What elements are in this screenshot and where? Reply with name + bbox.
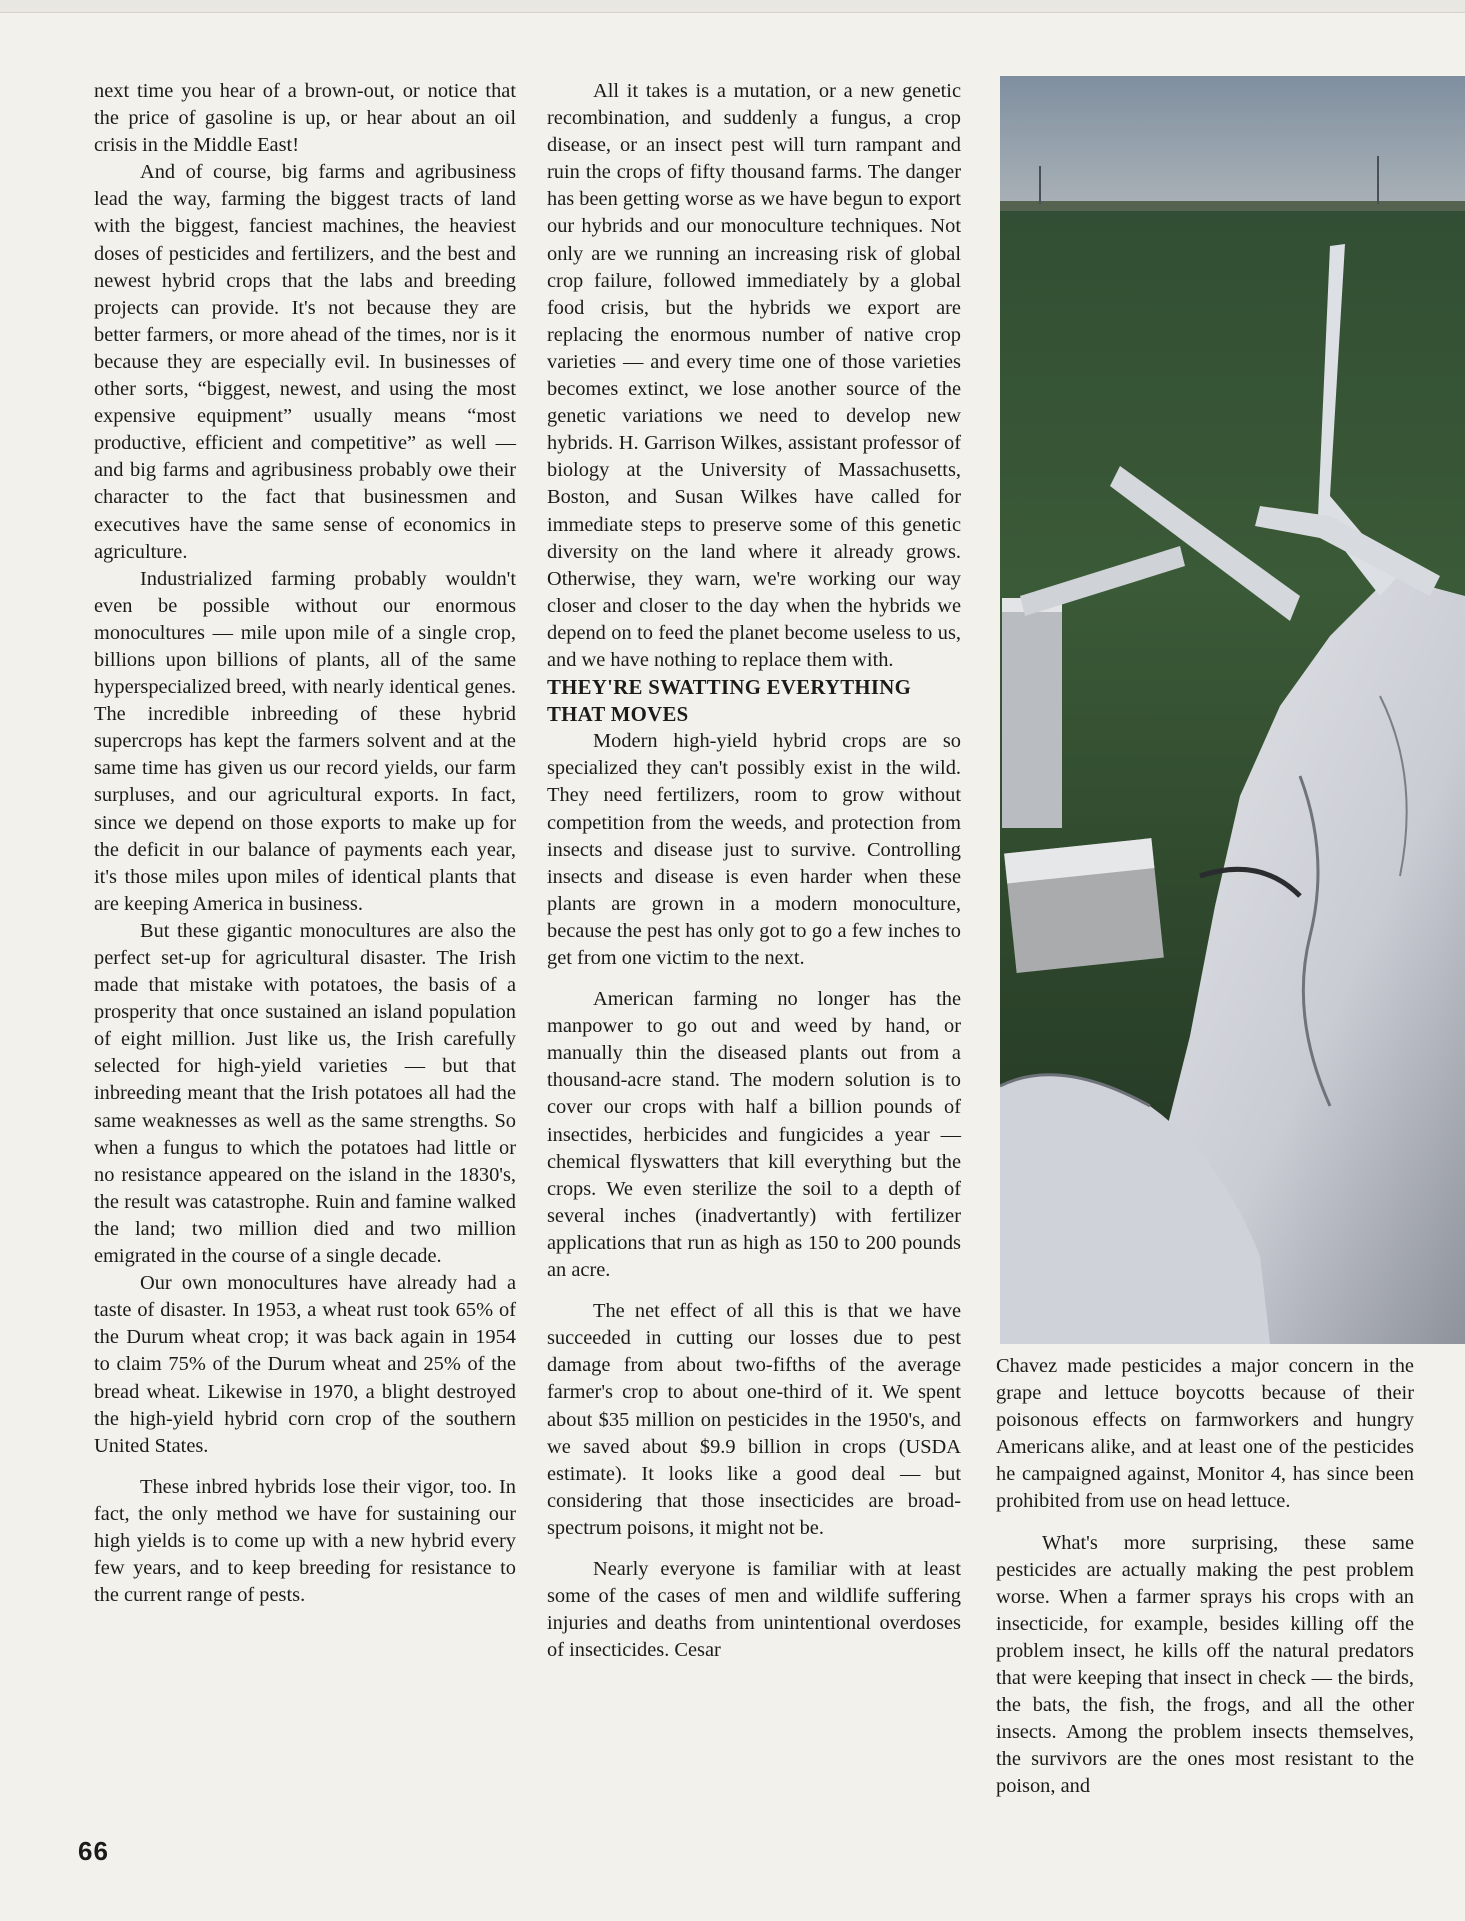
paragraph: What's more surprising, these same pesticides are actually making the pest problem worse. When a farmer sprays his crops with an insecticide, for example, besides killing off the problem insect, he kills off the natural predators that were keeping that insect in check — the birds, the bats, the fish, the frogs, and all the other insects. Among the problem insects themselves, the survivors are the ones most resistant to the poison, and <box>996 1531 1414 1798</box>
paragraph: But these gigantic monocultures are also the perfect set-up for agricultural disaster. The Irish made that mistake with potatoes, the basis of a prosperity that once sustained an island population of eight million. Just like us, the Irish carefully selected for high-yield varieties — but that inbreeding meant that the Irish potatoes all had the same weaknesses as well as the same strengths. So when a fungus to which the potatoes had little or no resistance appeared on the island in the 1830's, the result was catastrophe. Ruin and famine walked the land; two million died and two million emigrated in the course of a single decade. <box>94 919 516 1268</box>
paragraph: These inbred hybrids lose their vigor, too. In fact, the only method we have for sustaining our high yields is to come up with a new hybrid every few years, and to keep breeding for resistance to the current range of pests. <box>94 1475 516 1607</box>
paragraph: next time you hear of a brown-out, or notice that the price of gasoline is up, or hear about an oil crisis in the Middle East! <box>94 80 516 157</box>
article-column-1 <box>94 78 516 1609</box>
paragraph: Our own monocultures have already had a taste of disaster. In 1953, a wheat rust took 65% of the Durum wheat crop; it was back again in 1954 to claim 75% of the Durum wheat and 25% of the bread wheat. Likewise in 1970, a blight destroyed the high-yield hybrid corn crop of the southern United States. <box>94 1272 516 1457</box>
section-heading: THEY'RE SWATTING EVERYTHING THAT MOVES <box>547 676 912 727</box>
page-number: 66 <box>78 1836 109 1866</box>
top-edge <box>0 0 1465 13</box>
paragraph: The net effect of all this is that we have succeeded in cutting our losses due to pest damage from about two-fifths of the average farmer's crop to about one-third of it. We spent about $35 million on pesticides in the 1950's, and we saved about $9.9 billion in crops (USDA estimate). It looks like a good deal — but considering that those insecticides are broad-spectrum poisons, it might not be. <box>547 1300 961 1539</box>
paragraph: Nearly everyone is familiar with at least some of the cases of men and wildlife suffering injuries and deaths from unintentional overdoses of insecticides. Cesar <box>547 1557 961 1662</box>
paragraph: Chavez made pesticides a major concern in the grape and lettuce boycotts because of their poisonous effects on farmworkers and hungry Americans alike, and at least one of the pesticides he campaigned against, Monitor 4, has since been prohibited from use on head lettuce. <box>996 1355 1414 1513</box>
photo-dead-tree-in-field <box>1000 76 1465 1344</box>
article-column-3 <box>996 1353 1414 1801</box>
paragraph: All it takes is a mutation, or a new genetic recombination, and suddenly a fungus, a crop disease, or an insect pest will turn rampant and ruin the crops of fifty thousand farms. The danger has been getting worse as we have begun to export our hybrids and our monoculture techniques. Not only are we running an increasing risk of global crop failure, followed immediately by a global food crisis, but the hybrids we export are replacing the enormous number of native crop varieties — and every time one of those varieties becomes extinct, we lose another source of the genetic variations we need to develop new hybrids. H. Garrison Wilkes, assistant professor of biology at the University of Massachusetts, Boston, and Susan Wilkes have called for immediate steps to preserve some of this genetic diversity on the land where it already grows. Otherwise, they warn, we're working our way closer and closer to the day when the hybrids we depend on to feed the planet become useless to us, and we have nothing to replace them with. <box>547 80 961 671</box>
paragraph: Modern high-yield hybrid crops are so specialized they can't possibly exist in the wild. They need fertilizers, room to grow without competition from the weeds, and protection from insects and disease just to survive. Controlling insects and disease is even harder when these plants are grown in a modern monoculture, because the pest has only got to go a few inches to get from one victim to the next. <box>547 730 961 969</box>
paragraph: And of course, big farms and agribusiness lead the way, farming the biggest tracts of land with the biggest, fanciest machines, the heaviest doses of pesticides and fertilizers, and the best and newest hybrid crops that the labs and breeding projects can provide. It's not because they are better farmers, or more ahead of the times, nor is it because they are especially evil. In businesses of other sorts, “biggest, newest, and using the most expensive equipment” usually means “most productive, efficient and competitive” as well — and big farms and agribusiness probably owe their character to the fact that businessmen and executives have the same sense of economics in agriculture. <box>94 161 516 563</box>
paragraph: Industrialized farming probably wouldn't even be possible without our enormous monocultures — mile upon mile of a single crop, billions upon billions of plants, all of the same hyperspecialized breed, with nearly identical genes. The incredible inbreeding of these hybrid supercrops has kept the farmers solvent and at the same time has given us our record yields, our farm surpluses, and our agricultural exports. In fact, since we depend on those exports to make up for the deficit in our balance of payments each year, it's those miles upon miles of identical plants that are keeping America in business. <box>94 567 516 915</box>
article-column-2 <box>547 78 961 1664</box>
paragraph: American farming no longer has the manpower to go out and weed by hand, or manually thin the diseased plants out from a thousand-acre stand. The modern solution is to cover our crops with half a billion pounds of insectides, herbicides and fungicides a year — chemical flyswatters that kill everything but the crops. We even sterilize the soil to a depth of several inches (inadvertantly) with fertilizer applications that run as high as 150 to 200 pounds an acre. <box>547 988 961 1282</box>
